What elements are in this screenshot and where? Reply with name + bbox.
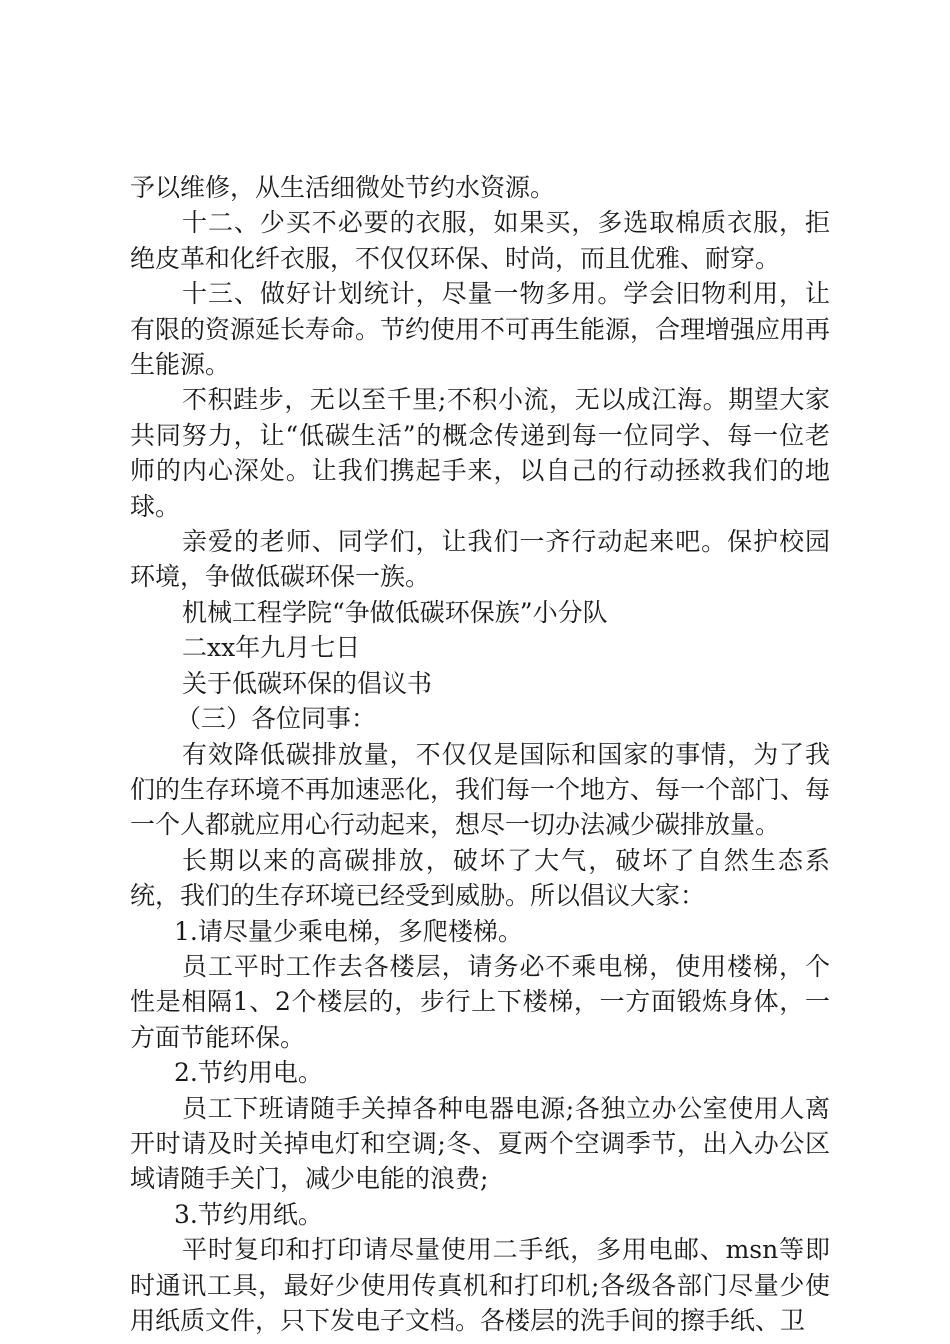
paragraph-item-12-clothing: 十二、少买不必要的衣服，如果买，多选取棉质衣服，拒绝皮革和化纤衣服，不仅仅环保、时尚，而且优雅、耐穿。: [130, 208, 830, 273]
salutation: （三）各位同事：: [176, 704, 377, 734]
paragraph-stairs: 员工平时工作去各楼层，请务必不乘电梯，使用楼梯，个性是相隔1、2个楼层的，步行上下楼梯，一方面锻炼身体，一方面节能环保。: [130, 951, 830, 1052]
signature-date: 二xx年九月七日: [182, 633, 361, 663]
paragraph-item-13-planning: 十三、做好计划统计，尽量一物多用。学会旧物利用，让有限的资源延长寿命。节约使用不可再生能源，合理增强应用再生能源。: [130, 279, 831, 380]
paragraph-paper: 平时复印和打印请尽量使用二手纸，多用电邮、msn等即时通讯工具，最好少使用传真机和打印机;各级各部门尽量少使用纸质文件，只下发电子文档。各楼层的洗手间的擦手纸、卫: [130, 1235, 830, 1335]
section-title: 关于低碳环保的倡议书: [182, 668, 433, 698]
paragraph-intro: 有效降低碳排放量，不仅仅是国际和国家的事情，为了我们的生存环境不再加速恶化，我们每一个地方、每一个部门、每一个人都就应用心行动起来，想尽一切办法减少碳排放量。: [130, 739, 831, 840]
paragraph-call-to-action: 亲爱的老师、同学们，让我们一齐行动起来吧。保护校园环境，争做低碳环保一族。: [130, 527, 830, 592]
list-item-1-heading: 1.请尽量少乘电梯，多爬楼梯。: [174, 916, 523, 946]
paragraph-closing-appeal: 不积跬步，无以至千里;不积小流，无以成江海。期望大家共同努力，让“低碳生活”的概念传递到每一位同学、每一位老师的内心深处。让我们携起手来，以自己的行动拯救我们的地球。: [130, 385, 830, 521]
paragraph-water-conservation-end: 予以维修，从生活细微处节约水资源。: [130, 173, 556, 202]
paragraph-electricity: 员工下班请随手关掉各种电器电源;各独立办公室使用人离开时请及时关掉电灯和空调;冬、夏两个空调季节，出入办公区域请随手关门，减少电能的浪费;: [130, 1093, 830, 1194]
signature-team: 机械工程学院“争做低碳环保族”小分队: [182, 597, 608, 627]
paragraph-background: 长期以来的高碳排放，破坏了大气，破坏了自然生态系统，我们的生存环境已经受到威胁。所以倡议大家：: [130, 845, 830, 911]
list-item-2-heading: 2.节约用电。: [174, 1058, 323, 1088]
document-body: [130, 170, 830, 1338]
list-item-3-heading: 3.节约用纸。: [174, 1199, 323, 1229]
